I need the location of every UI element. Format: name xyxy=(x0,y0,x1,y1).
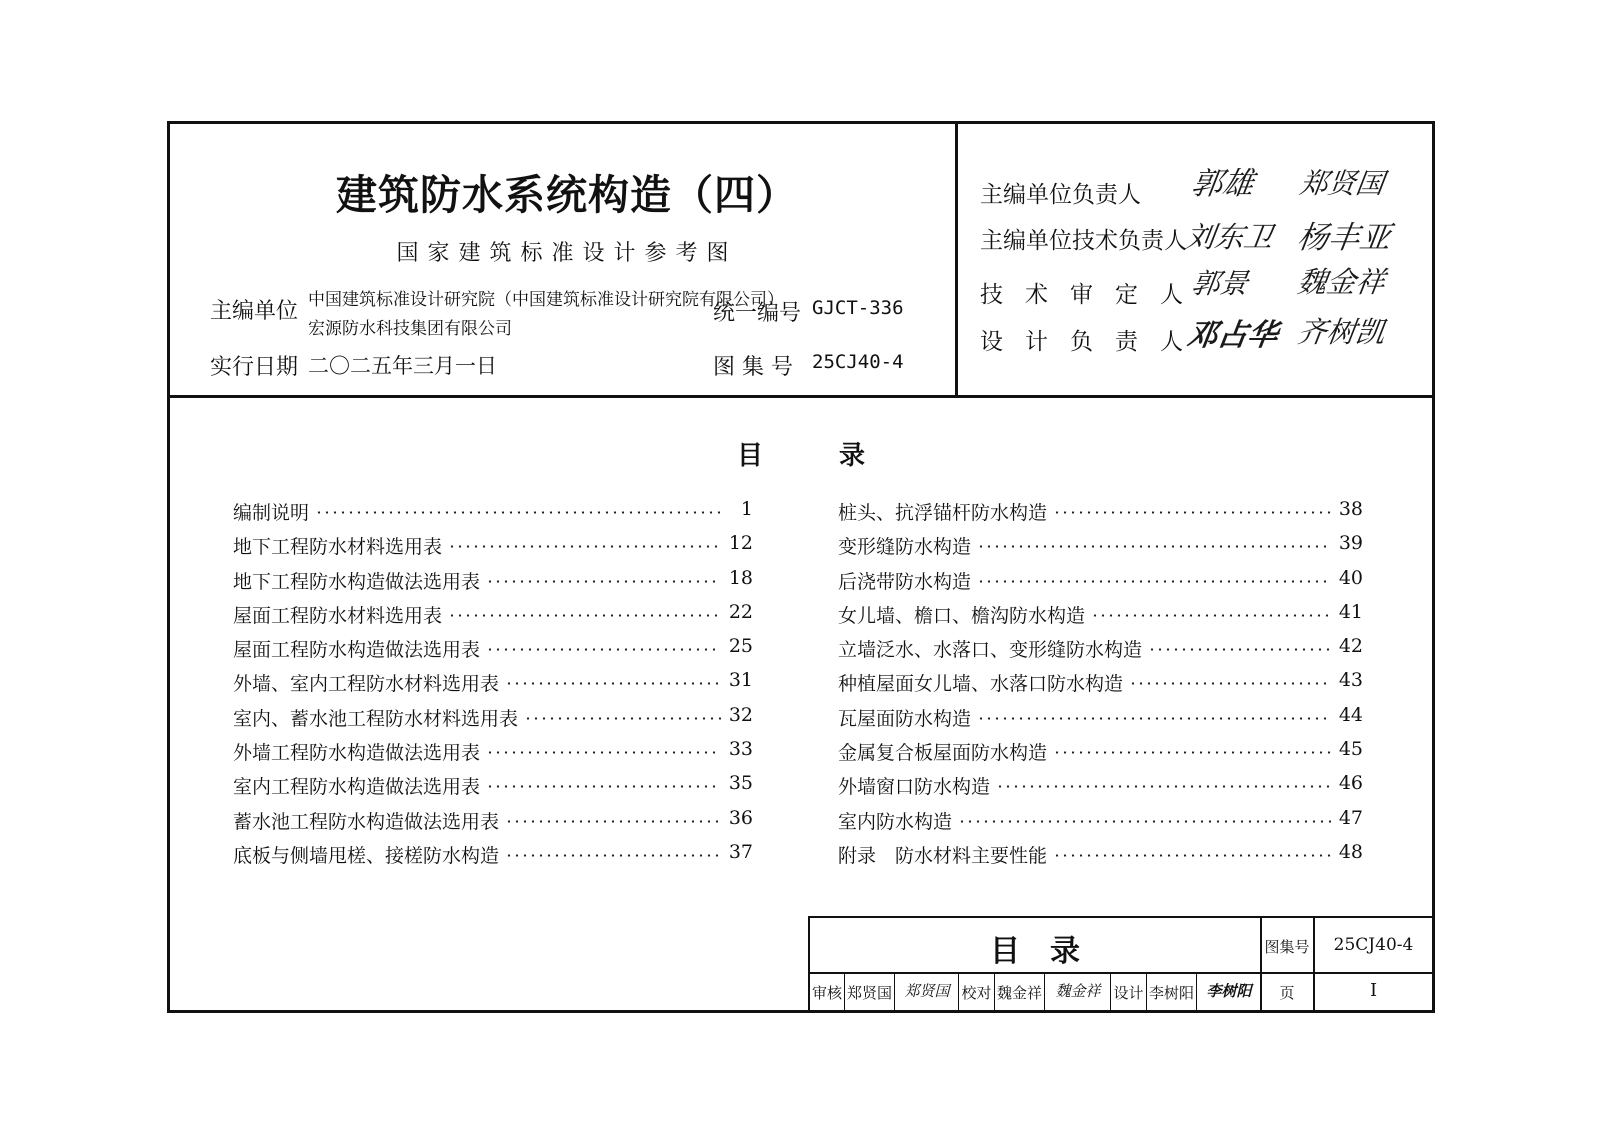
editor-unit-2: 宏源防水科技集团有限公司 xyxy=(308,319,512,339)
toc-entry-page: 36 xyxy=(728,806,753,829)
role-chief-unit: 主编单位负责人 xyxy=(980,182,1141,208)
toc-entry[interactable] xyxy=(233,601,763,635)
editor-label: 主编单位 xyxy=(210,299,299,324)
toc-entry-leader xyxy=(1091,614,1331,617)
atlas-number: 25CJ40-4 xyxy=(812,351,904,373)
toc-entry[interactable] xyxy=(838,601,1368,635)
toc-entry-page: 43 xyxy=(1338,669,1363,692)
toc-entry-leader xyxy=(505,682,721,685)
signature-tech-chief-2: 杨丰亚 xyxy=(1294,220,1394,256)
toc-entry[interactable] xyxy=(838,841,1368,875)
toc-entry-leader xyxy=(315,511,721,514)
page-number: I xyxy=(1369,980,1378,1001)
toc-heading-char-1: 目 xyxy=(736,441,763,471)
title-block xyxy=(808,916,1432,1010)
toc-entry[interactable] xyxy=(838,738,1368,772)
toc-entry[interactable] xyxy=(838,704,1368,738)
toc-entry[interactable] xyxy=(233,669,763,703)
toc-entry-leader xyxy=(977,717,1331,720)
toc-entry-leader xyxy=(505,820,721,823)
toc-entry-page: 39 xyxy=(1338,532,1363,555)
toc-entry-title: 桩头、抗浮锚杆防水构造 xyxy=(838,498,1049,525)
signature-tech-reviewer-2: 魏金祥 xyxy=(1295,265,1388,299)
document-title: 建筑防水系统构造（四） xyxy=(336,171,798,219)
design-name: 李树阳 xyxy=(1148,984,1194,1002)
toc-entry-leader xyxy=(486,580,721,583)
toc-right-column xyxy=(838,498,1368,875)
unified-number-label: 统一编号 xyxy=(713,301,802,326)
toc-entry[interactable] xyxy=(233,532,763,566)
signature-tech-chief-1: 刘东卫 xyxy=(1183,220,1276,254)
toc-entry[interactable] xyxy=(233,772,763,806)
effective-date-label: 实行日期 xyxy=(210,355,299,380)
toc-entry-title: 外墙窗口防水构造 xyxy=(838,772,992,799)
toc-entry-page: 32 xyxy=(728,703,753,726)
check-signature: 魏金祥 xyxy=(1055,982,1101,1000)
page-label: 页 xyxy=(1279,984,1295,1002)
toc-entry-title: 附录 防水材料主要性能 xyxy=(838,841,1049,868)
toc-entry-page: 46 xyxy=(1338,772,1363,795)
toc-entry-title: 编制说明 xyxy=(233,498,311,525)
toc-entry-page: 12 xyxy=(728,532,753,555)
signature-chief-unit-2: 郑贤国 xyxy=(1297,167,1387,200)
toc-entry-title: 地下工程防水材料选用表 xyxy=(233,532,444,559)
toc-entry-leader xyxy=(1148,648,1331,651)
toc-entry-leader xyxy=(996,785,1331,788)
design-label: 设计 xyxy=(1113,984,1144,1002)
toc-entry-page: 38 xyxy=(1338,498,1363,520)
tb-line xyxy=(1196,973,1197,1012)
atlas-number-label: 图 集 号 xyxy=(713,355,793,380)
signature-design-lead-1: 邓占华 xyxy=(1185,318,1280,353)
toc-entry[interactable] xyxy=(838,498,1368,532)
toc-entry-title: 室内、蓄水池工程防水材料选用表 xyxy=(233,704,520,731)
tb-line xyxy=(1044,973,1045,1012)
review-signature: 郑贤国 xyxy=(904,982,950,1000)
toc-entry-title: 瓦屋面防水构造 xyxy=(838,704,973,731)
toc-entry-page: 1 xyxy=(740,498,753,520)
role-tech-chief: 主编单位技术负责人 xyxy=(980,228,1187,254)
toc-entry-leader xyxy=(1129,682,1331,685)
role-tech-reviewer: 技术审定人 xyxy=(980,282,1205,308)
toc-entry[interactable] xyxy=(233,704,763,738)
toc-entry-page: 47 xyxy=(1338,806,1363,829)
design-signature: 李树阳 xyxy=(1206,982,1252,1000)
toc-entry-title: 后浇带防水构造 xyxy=(838,567,973,594)
check-label: 校对 xyxy=(961,984,992,1002)
drawing-frame xyxy=(167,121,1435,1013)
toc-entry-title: 金属复合板屋面防水构造 xyxy=(838,738,1049,765)
title-block-atlas-number: 25CJ40-4 xyxy=(1333,935,1414,955)
toc-entry-page: 33 xyxy=(728,738,753,761)
toc-entry-page: 37 xyxy=(728,840,753,863)
check-name: 魏金祥 xyxy=(996,984,1042,1002)
toc-entry-page: 25 xyxy=(728,635,753,658)
toc-entry-page: 40 xyxy=(1338,566,1363,589)
toc-entry-leader xyxy=(977,545,1331,548)
toc-entry-leader xyxy=(977,580,1331,583)
toc-entry-title: 种植屋面女儿墙、水落口防水构造 xyxy=(838,669,1125,696)
toc-entry-leader xyxy=(448,614,721,617)
toc-entry-page: 48 xyxy=(1338,840,1363,863)
toc-entry-title: 立墙泛水、水落口、变形缝防水构造 xyxy=(838,635,1144,662)
toc-entry-page: 18 xyxy=(728,566,753,589)
title-block-atlas-label: 图集号 xyxy=(1264,938,1310,956)
review-label: 审核 xyxy=(811,984,842,1002)
toc-entry-page: 22 xyxy=(728,600,753,623)
toc-entry[interactable] xyxy=(838,532,1368,566)
toc-entry-title: 外墙工程防水构造做法选用表 xyxy=(233,738,482,765)
toc-entry-leader xyxy=(486,648,721,651)
toc-entry[interactable] xyxy=(838,669,1368,703)
toc-entry[interactable] xyxy=(233,807,763,841)
toc-entry-page: 35 xyxy=(728,772,753,795)
toc-entry-title: 女儿墙、檐口、檐沟防水构造 xyxy=(838,601,1087,628)
toc-entry[interactable] xyxy=(233,498,763,532)
toc-entry-page: 42 xyxy=(1338,635,1363,658)
unified-number: GJCT-336 xyxy=(812,297,904,319)
toc-entry-leader xyxy=(486,785,721,788)
toc-entry[interactable] xyxy=(838,807,1368,841)
toc-entry-title: 屋面工程防水材料选用表 xyxy=(233,601,444,628)
document-subtitle: 国家建筑标准设计参考图 xyxy=(396,241,738,266)
toc-entry-title: 底板与侧墙甩槎、接槎防水构造 xyxy=(233,841,501,868)
role-design-lead: 设计负责人 xyxy=(980,329,1205,355)
toc-entry-page: 41 xyxy=(1338,600,1363,623)
toc-entry-leader xyxy=(958,820,1331,823)
toc-entry-title: 屋面工程防水构造做法选用表 xyxy=(233,635,482,662)
toc-entry-page: 44 xyxy=(1338,703,1363,726)
effective-date: 二〇二五年三月一日 xyxy=(308,354,497,378)
toc-entry-leader xyxy=(1053,511,1331,514)
toc-entry-title: 变形缝防水构造 xyxy=(838,532,973,559)
toc-entry-title: 外墙、室内工程防水材料选用表 xyxy=(233,669,501,696)
toc-entry-leader xyxy=(505,854,721,857)
tb-line xyxy=(810,972,1434,974)
toc-entry-leader xyxy=(524,717,721,720)
toc-heading-char-2: 录 xyxy=(839,441,866,471)
signature-design-lead-2: 齐树凯 xyxy=(1295,315,1388,349)
toc-entry[interactable] xyxy=(838,635,1368,669)
toc-entry[interactable] xyxy=(233,635,763,669)
review-name: 郑贤国 xyxy=(846,984,892,1002)
header-divider-horizontal xyxy=(170,395,1432,398)
toc-entry[interactable] xyxy=(233,841,763,875)
toc-entry[interactable] xyxy=(233,567,763,601)
toc-entry-leader xyxy=(1053,751,1331,754)
toc-entry-title: 地下工程防水构造做法选用表 xyxy=(233,567,482,594)
toc-entry-leader xyxy=(486,751,721,754)
toc-entry-title: 蓄水池工程防水构造做法选用表 xyxy=(233,807,501,834)
toc-entry[interactable] xyxy=(838,567,1368,601)
toc-entry[interactable] xyxy=(233,738,763,772)
toc-entry-title: 室内防水构造 xyxy=(838,807,954,834)
toc-entry-leader xyxy=(448,545,721,548)
toc-entry-title: 室内工程防水构造做法选用表 xyxy=(233,772,482,799)
toc-entry-page: 31 xyxy=(728,669,753,692)
tb-line xyxy=(894,973,895,1012)
toc-heading xyxy=(170,435,1432,472)
toc-left-column xyxy=(233,498,763,875)
editor-unit-1: 中国建筑标准设计研究院（中国建筑标准设计研究院有限公司） xyxy=(308,290,784,310)
toc-entry[interactable] xyxy=(838,772,1368,806)
title-block-name: 目 录 xyxy=(990,934,1080,969)
signature-chief-unit-1: 郭雄 xyxy=(1188,166,1257,202)
toc-entry-page: 45 xyxy=(1338,738,1363,761)
signature-tech-reviewer-1: 郭景 xyxy=(1189,267,1251,300)
toc-entry-leader xyxy=(1053,854,1331,857)
